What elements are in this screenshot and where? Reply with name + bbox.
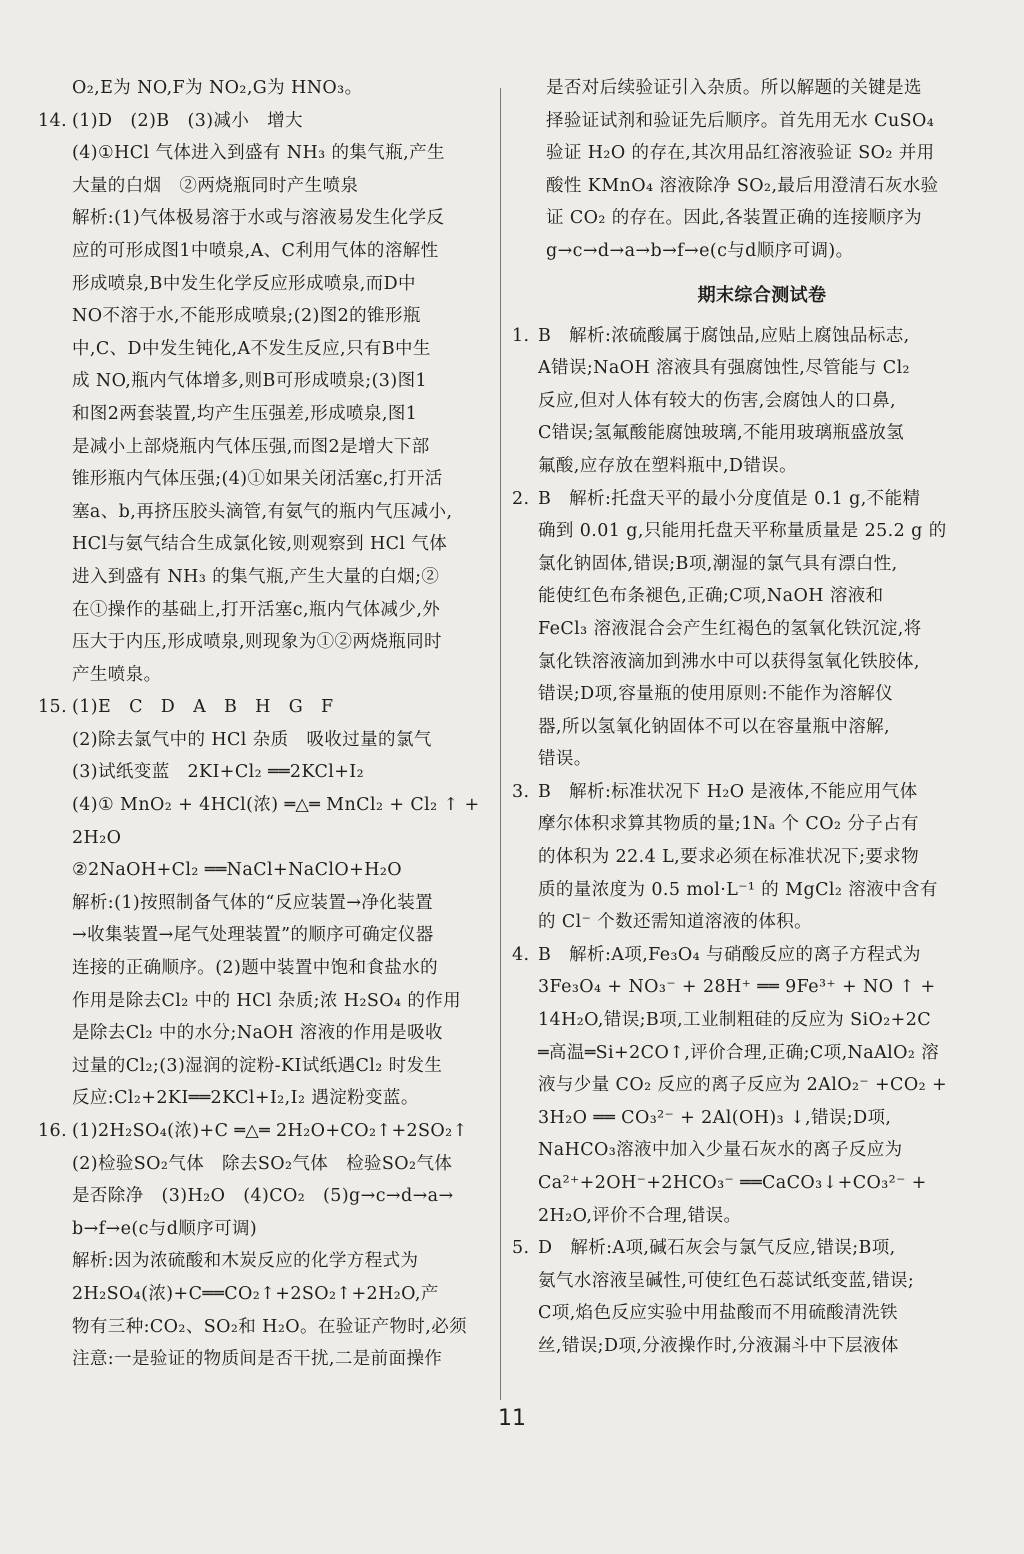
text-line [38,105,492,138]
text-line [512,1037,972,1070]
line-text: 错误;D项,容量瓶的使用原则:不能作为溶解仪 [538,684,894,705]
line-text: A错误;NaOH 溶液具有强腐蚀性,尽管能与 Cl₂ [538,358,910,379]
line-text: 14H₂O,错误;B项,工业制粗硅的反应为 SiO₂+2C [538,1010,932,1031]
line-text: 质的量浓度为 0.5 mol·L⁻¹ 的 MgCl₂ 溶液中含有 [538,879,938,900]
text-line [512,971,972,1004]
line-text: 在①操作的基础上,打开活塞c,瓶内气体减少,外 [72,599,441,620]
question-number: 3. [512,781,530,802]
line-text: 的 Cl⁻ 个数还需知道溶液的体积。 [538,912,813,933]
line-text: C项,焰色反应实验中用盐酸而不用硫酸清洗铁 [538,1303,898,1324]
text-line [512,385,972,418]
text-line [512,320,972,353]
text-line [38,1245,492,1278]
text-line [38,594,492,627]
line-text: 解析:因为浓硫酸和木炭反应的化学方程式为 [72,1251,419,1272]
line-text: B 解析:标准状况下 H₂O 是液体,不能应用气体 [538,781,918,802]
line-text: O₂,E为 NO,F为 NO₂,G为 HNO₃。 [72,78,363,98]
text-line [38,333,492,366]
text-line [512,483,972,516]
text-line [512,711,972,744]
text-line [512,1069,972,1102]
line-text: 产生喷泉。 [72,664,162,685]
question-number: 14. [38,110,68,131]
line-text: 反应:Cl₂+2KI══2KCl+I₂,I₂ 遇淀粉变蓝。 [72,1088,419,1109]
text-line [38,854,492,887]
text-line [512,1167,972,1200]
text-line [38,756,492,789]
question-number: 2. [512,488,530,509]
section-title: 期末综合测试卷 [697,284,827,306]
text-line [512,352,972,385]
line-text: 2H₂SO₄(浓)+C══CO₂↑+2SO₂↑+2H₂O,产 [72,1283,439,1304]
text-line [512,450,972,483]
text-line: 是否对后续验证引入杂质。所以解题的关键是选 [546,78,922,98]
line-text: 能使红色布条褪色,正确;C项,NaOH 溶液和 [538,586,884,607]
text-line [38,1082,492,1115]
text-line: g→c→d→a→b→f→e(c与d顺序可调)。 [546,240,854,261]
line-text: 氯化钠固体,错误;B项,潮湿的氯气具有漂白性, [538,553,898,574]
text-line [38,365,492,398]
text-line [512,417,972,450]
text-line [38,398,492,431]
line-text: (2)检验SO₂气体 除去SO₂气体 检验SO₂气体 [72,1153,453,1174]
question-number: 4. [512,944,530,965]
line-text: C错误;氢氟酸能腐蚀玻璃,不能用玻璃瓶盛放氢 [538,423,905,444]
line-text: Ca²⁺+2OH⁻+2HCO₃⁻ ══CaCO₃↓+CO₃²⁻ + [538,1173,927,1193]
line-text: 中,C、D中发生钝化,A不发生反应,只有B中生 [72,338,431,359]
text-line [512,808,972,841]
line-text: HCl与氨气结合生成氯化铵,则观察到 HCl 气体 [72,534,448,555]
question-number: 15. [38,697,68,718]
line-text: 解析:(1)按照制备气体的“反应装置→净化装置 [72,892,433,913]
text-line [38,496,492,529]
line-text: (1)2H₂SO₄(浓)+C ═△═ 2H₂O+CO₂↑+2SO₂↑ [72,1121,468,1141]
line-text: 形成喷泉,B中发生化学反应形成喷泉,而D中 [72,273,416,294]
text-line [38,1050,492,1083]
text-line [38,1311,492,1344]
line-text: NaHCO₃溶液中加入少量石灰水的离子反应为 [538,1140,903,1161]
text-line: 择验证试剂和验证先后顺序。首先用无水 CuSO₄ [546,110,935,131]
text-line [38,202,492,235]
line-text: 应的可形成图1中喷泉,A、C利用气体的溶解性 [72,240,439,261]
text-line [38,1278,492,1311]
text-line [512,906,972,939]
line-text: (3)试纸变蓝 2KI+Cl₂ ══2KCl+I₂ [72,762,365,783]
text-line [38,1213,492,1246]
text-line [38,1343,492,1376]
line-text: 塞a、b,再挤压胶头滴管,有氨气的瓶内气压减小, [72,501,453,522]
text-line [38,72,492,105]
line-text: 反应,但对人体有较大的伤害,会腐蚀人的口鼻, [538,390,896,411]
text-line [38,268,492,301]
line-text: 压大于内压,形成喷泉,则现象为①②两烧瓶同时 [72,632,442,653]
line-text: b→f→e(c与d顺序可调) [72,1218,258,1239]
line-text: 进入到盛有 NH₃ 的集气瓶,产生大量的白烟;② [72,566,440,587]
text-line [38,170,492,203]
text-line [38,561,492,594]
line-text: (4)①HCl 气体进入到盛有 NH₃ 的集气瓶,产生 [72,143,445,164]
column-divider [500,88,501,1400]
line-text: 2H₂O [72,827,122,848]
line-text: 大量的白烟 ②两烧瓶同时产生喷泉 [72,175,359,196]
line-text: ②2NaOH+Cl₂ ══NaCl+NaClO+H₂O [72,860,403,881]
line-text: 成 NO,瓶内气体增多,则B可形成喷泉;(3)图1 [72,371,427,392]
question-number: 1. [512,325,530,346]
line-text: 液与少量 CO₂ 反应的离子反应为 2AlO₂⁻ +CO₂ + [538,1075,948,1096]
line-text: D 解析:A项,碱石灰会与氯气反应,错误;B项, [538,1238,896,1259]
text-line [512,580,972,613]
line-text: 是除去Cl₂ 中的水分;NaOH 溶液的作用是吸收 [72,1023,443,1044]
line-text: 锥形瓶内气体压强;(4)①如果关闭活塞c,打开活 [72,469,443,490]
text-line [38,724,492,757]
text-line [512,1330,972,1363]
text-line [512,776,972,809]
line-text: 氨气水溶液呈碱性,可使红色石蕊试纸变蓝,错误; [538,1270,915,1291]
line-text: →收集装置→尾气处理装置”的顺序可确定仪器 [72,925,434,946]
line-text: (1)E C D A B H G F [72,697,334,718]
text-line: 证 CO₂ 的存在。因此,各装置正确的连接顺序为 [546,208,923,229]
line-text: 2H₂O,评价不合理,错误。 [538,1205,742,1226]
line-text: 连接的正确顺序。(2)题中装置中饱和食盐水的 [72,958,439,979]
text-line: 酸性 KMnO₄ 溶液除净 SO₂,最后用澄清石灰水验 [546,175,939,196]
line-text: 3H₂O ══ CO₃²⁻ + 2Al(OH)₃ ↓,错误;D项, [538,1107,892,1128]
line-text: 氯化铁溶液滴加到沸水中可以获得氢氧化铁胶体, [538,651,920,672]
text-line [38,1017,492,1050]
line-text: 注意:一是验证的物质间是否干扰,二是前面操作 [72,1349,443,1370]
line-text: ═高温═Si+2CO↑,评价合理,正确;C项,NaAlO₂ 溶 [538,1042,940,1063]
line-text: 氟酸,应存放在塑料瓶中,D错误。 [538,455,798,476]
line-text: 器,所以氢氧化钠固体不可以在容量瓶中溶解, [538,716,891,737]
line-text: B 解析:托盘天平的最小分度值是 0.1 g,不能精 [538,488,921,509]
text-line [38,919,492,952]
line-text: 物有三种:CO₂、SO₂和 H₂O。在验证产物时,必须 [72,1316,468,1337]
page-number: 11 [498,1406,526,1431]
line-text: 和图2两套装置,均产生压强差,形成喷泉,图1 [72,403,418,424]
text-line [512,1004,972,1037]
line-text: 是否除净 (3)H₂O (4)CO₂ (5)g→c→d→a→ [72,1186,454,1207]
left-column [38,72,492,1376]
text-line [512,874,972,907]
question-number: 5. [512,1238,530,1259]
text-line [38,1180,492,1213]
text-line [512,548,972,581]
text-line [512,841,972,874]
line-text: 确到 0.01 g,只能用托盘天平称量质量是 25.2 g 的 [538,521,947,542]
line-text: NO不溶于水,不能形成喷泉;(2)图2的锥形瓶 [72,306,421,327]
line-text: (2)除去氯气中的 HCl 杂质 吸收过量的氯气 [72,729,432,750]
text-line [38,789,492,822]
text-line [38,431,492,464]
text-line [512,613,972,646]
line-text: 是减小上部烧瓶内气体压强,而图2是增大下部 [72,436,430,457]
line-text: FeCl₃ 溶液混合会产生红褐色的氢氧化铁沉淀,将 [538,618,922,639]
text-line [38,887,492,920]
line-text: 3Fe₃O₄ + NO₃⁻ + 28H⁺ ══ 9Fe³⁺ + NO ↑ + [538,977,936,998]
line-text: 错误。 [538,749,592,770]
line-text: 作用是除去Cl₂ 中的 HCl 杂质;浓 H₂SO₄ 的作用 [72,990,462,1011]
text-line [512,1232,972,1265]
line-text: B 解析:A项,Fe₃O₄ 与硝酸反应的离子方程式为 [538,944,921,965]
text-line [512,1134,972,1167]
text-line [38,985,492,1018]
text-line [38,659,492,692]
text-line [38,1148,492,1181]
text-line [512,1265,972,1298]
text-line [512,646,972,679]
line-text: 解析:(1)气体极易溶于水或与溶液易发生化学反 [72,208,445,229]
text-line [38,952,492,985]
text-line [38,1115,492,1148]
text-line [38,463,492,496]
line-text: (1)D (2)B (3)减小 增大 [72,110,303,131]
line-text: 过量的Cl₂;(3)湿润的淀粉-KI试纸遇Cl₂ 时发生 [72,1055,443,1076]
question-number: 16. [38,1121,68,1141]
text-line: 验证 H₂O 的存在,其次用品红溶液验证 SO₂ 并用 [546,143,935,164]
line-text: 摩尔体积求算其物质的量;1Nₐ 个 CO₂ 分子占有 [538,814,919,835]
text-line [38,528,492,561]
text-line [512,1200,972,1233]
text-line [38,626,492,659]
line-text: 的体积为 22.4 L,要求必须在标准状况下;要求物 [538,847,920,868]
text-line [38,235,492,268]
text-line [38,691,492,724]
line-text: (4)① MnO₂ + 4HCl(浓) ═△═ MnCl₂ + Cl₂ ↑ + [72,795,480,816]
text-line [512,939,972,972]
line-text: B 解析:浓硫酸属于腐蚀品,应贴上腐蚀品标志, [538,325,910,346]
right-column [512,72,972,1363]
line-text: 丝,错误;D项,分液操作时,分液漏斗中下层液体 [538,1335,899,1356]
text-line [512,1297,972,1330]
text-line [512,743,972,776]
text-line [512,678,972,711]
text-line [512,1102,972,1135]
text-line [512,515,972,548]
text-line [38,137,492,170]
text-line [38,300,492,333]
text-line [38,822,492,855]
